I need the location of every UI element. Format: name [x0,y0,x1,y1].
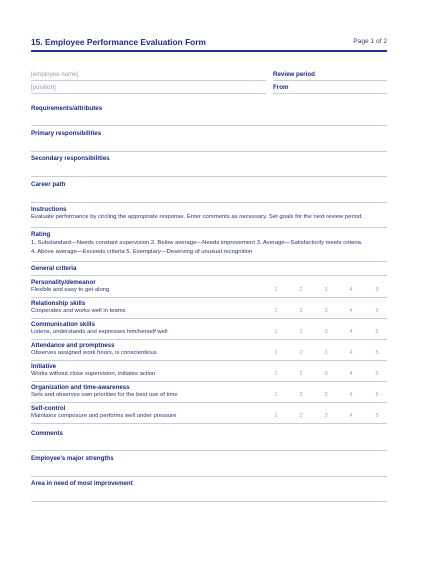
rating-option-1[interactable]: 1 [274,413,278,419]
primary-responsibilities-line [31,151,387,152]
criteria-description: Maintains composure and performs well under pressure [31,413,177,419]
rating-option-2[interactable]: 2 [299,392,303,398]
rating-option-1[interactable]: 1 [274,392,278,398]
instructions-line [31,227,387,228]
rating-option-2[interactable]: 2 [299,413,303,419]
rating-option-5[interactable]: 5 [375,413,379,419]
rating-option-3[interactable]: 3 [324,371,328,377]
rating-option-4[interactable]: 4 [349,392,353,398]
criteria-description: Observes assigned work hours, is conscientious [31,350,157,356]
rating-option-5[interactable]: 5 [375,371,379,377]
rating-option-3[interactable]: 3 [324,329,328,335]
rating-option-5[interactable]: 5 [375,350,379,356]
comments-label: Comments [31,430,63,437]
rating-option-1[interactable]: 1 [274,329,278,335]
rating-option-2[interactable]: 2 [299,287,303,293]
rating-option-4[interactable]: 4 [349,350,353,356]
form-title: 15. Employee Performance Evaluation Form [31,37,207,47]
rating-option-2[interactable]: 2 [299,371,303,377]
from-label: From [273,84,289,91]
rating-option-1[interactable]: 1 [274,308,278,314]
rating-option-5[interactable]: 5 [375,308,379,314]
improvement-area-line [31,501,387,502]
secondary-responsibilities-label: Secondary responsibilities [31,155,110,162]
review-period-line [273,80,387,81]
rating-option-1[interactable]: 1 [274,350,278,356]
criteria-description: Flexible and easy to get along [31,287,110,293]
rating-option-3[interactable]: 3 [324,392,328,398]
row-divider [31,381,387,382]
row-divider [31,360,387,361]
rating-option-2[interactable]: 2 [299,350,303,356]
primary-responsibilities-label: Primary responsibilities [31,130,102,137]
criteria-title: Communication skills [31,321,95,328]
rating-option-4[interactable]: 4 [349,329,353,335]
rating-option-2[interactable]: 2 [299,308,303,314]
criteria-title: Initiative [31,363,57,370]
rating-heading: Rating [31,231,51,238]
general-criteria-line [31,275,387,276]
rating-option-3[interactable]: 3 [324,350,328,356]
rating-option-5[interactable]: 5 [375,329,379,335]
employee-name-line [31,80,266,81]
review-period-label: Review period [273,71,315,78]
page-number: Page 1 of 2 [353,38,387,45]
row-divider [31,339,387,340]
rating-option-4[interactable]: 4 [349,371,353,377]
requirements-line [31,125,387,126]
general-criteria-heading: General criteria [31,265,77,272]
rating-line-1: 1. Substandard—Needs constant supervision 2. Below average—Needs improvement 3. Average—Satisfactorily meets criteria [31,240,361,246]
from-line [273,93,387,94]
rating-line [31,261,387,262]
instructions-heading: Instructions [31,206,67,213]
row-divider [31,402,387,403]
criteria-title: Organization and time-awareness [31,384,130,391]
rating-option-4[interactable]: 4 [349,413,353,419]
secondary-responsibilities-line [31,176,387,177]
rating-option-4[interactable]: 4 [349,287,353,293]
improvement-area-label: Area in need of most improvement [31,480,133,487]
rating-option-1[interactable]: 1 [274,371,278,377]
criteria-title: Self-control [31,405,66,412]
rating-option-5[interactable]: 5 [375,392,379,398]
career-path-label: Career path [31,181,66,188]
criteria-description: Cooperates and works well in teams [31,308,126,314]
requirements-label: Requirements/attributes [31,105,103,112]
rating-option-3[interactable]: 3 [324,287,328,293]
comments-line [31,450,387,451]
major-strengths-label: Employee’s major strengths [31,455,114,462]
employee-name-field[interactable]: [employee name] [31,71,79,78]
rating-option-1[interactable]: 1 [274,287,278,293]
major-strengths-line [31,476,387,477]
rating-option-3[interactable]: 3 [324,308,328,314]
rating-line-2: 4. Above average—Exceeds criteria 5. Exemplary—Deserving of unusual recognition [31,249,253,255]
career-path-line [31,202,387,203]
criteria-title: Personality/demeanor [31,279,96,286]
criteria-title: Attendance and promptness [31,342,115,349]
rating-option-5[interactable]: 5 [375,287,379,293]
criteria-description: Listens, understands and expresses him/herself well [31,329,168,335]
criteria-description: Sets and observes own priorities for the best use of time [31,392,178,398]
title-rule [31,50,387,52]
rating-option-3[interactable]: 3 [324,413,328,419]
position-line [31,93,266,94]
criteria-description: Works without close supervision, initiates action [31,371,156,377]
rating-option-2[interactable]: 2 [299,329,303,335]
row-divider [31,423,387,424]
position-field[interactable]: [position] [31,84,56,91]
instructions-text: Evaluate performance by circling the appropriate response. Enter comments as necessary. Set goals for the next review period. [31,214,363,220]
criteria-title: Relationship skills [31,300,86,307]
row-divider [31,318,387,319]
rating-option-4[interactable]: 4 [349,308,353,314]
row-divider [31,297,387,298]
